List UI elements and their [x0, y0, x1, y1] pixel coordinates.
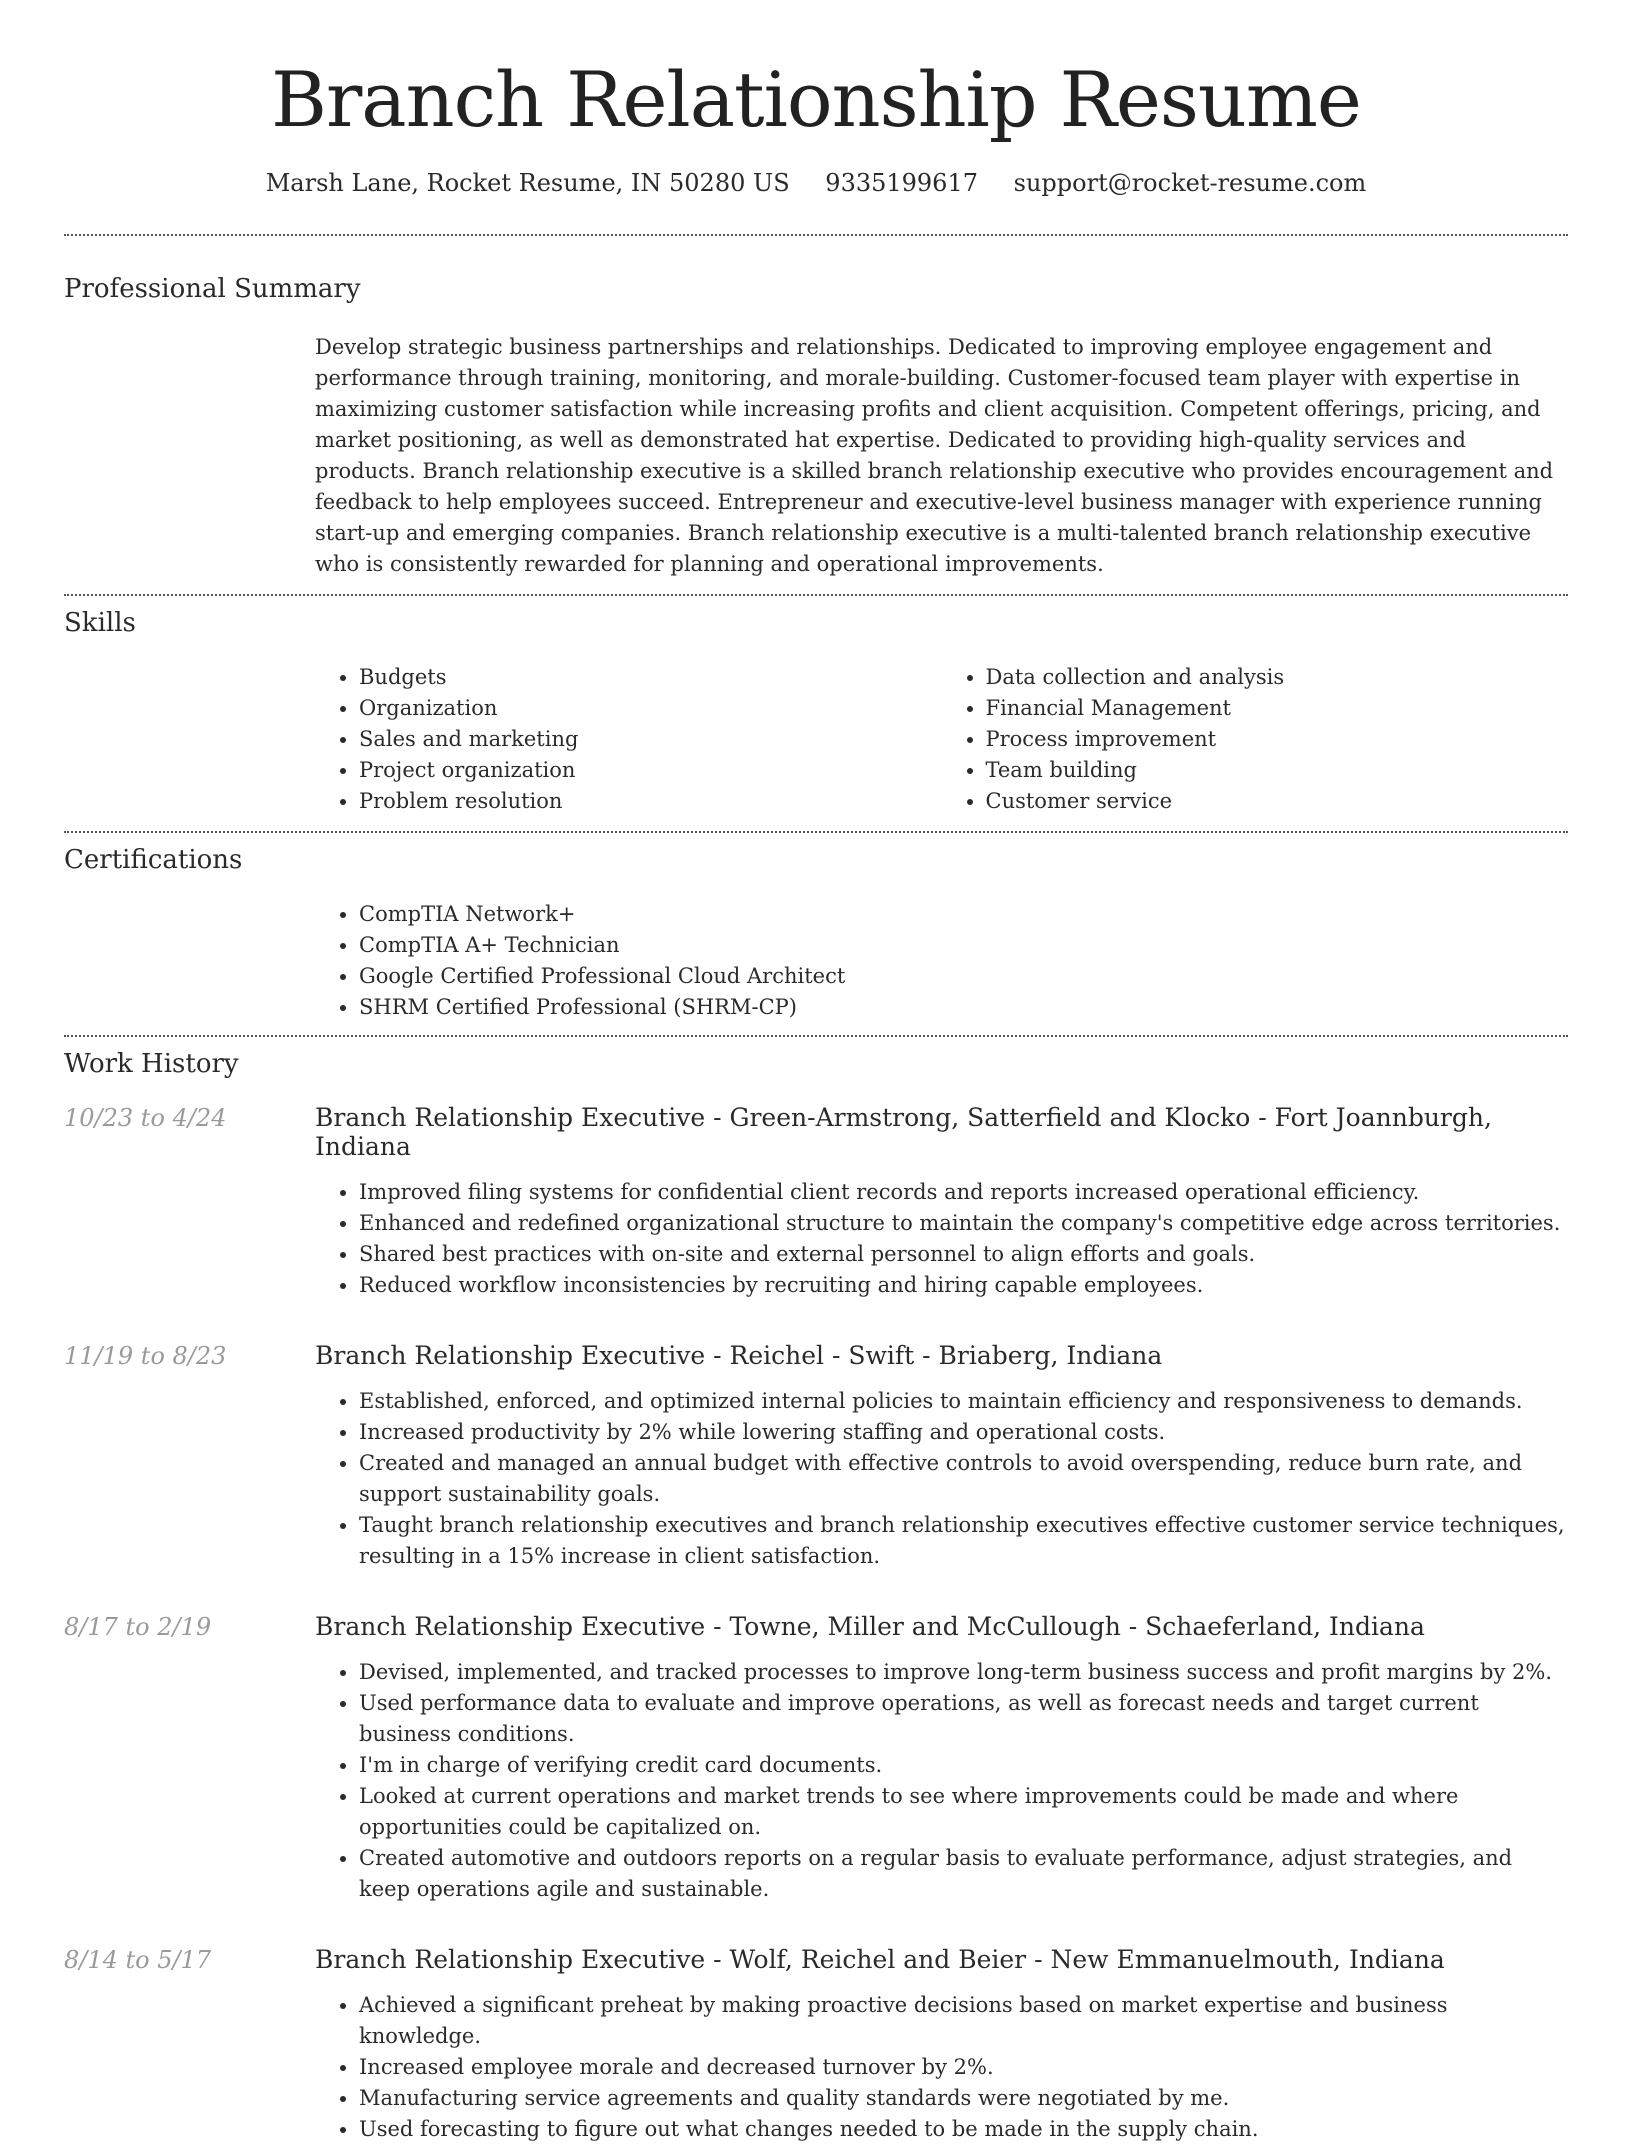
certifications-list: [315, 899, 1568, 1023]
summary-text: Develop strategic business partnerships and relationships. Dedicated to improving employee engagement and performance through training, monitoring, and morale-building. Customer-focused team player with expertise in maximizing customer satisfaction while increasing profits and client acquisition. Competent offerings, pricing, and market positioning, as well as demonstrated hat expertise. Dedicated to providing high-quality services and products. Branch relationship executive is a skilled branch relationship executive who provides encouragement and feedback to help employees succeed. Entrepreneur and executive-level business manager with experience running start-up and emerging companies. Branch relationship executive is a multi-talented branch relationship executive who is consistently rewarded for planning and operational improvements.: [315, 335, 1554, 576]
list-item: • Established, enforced, and optimized internal policies to maintain efficiency and responsiveness to demands.: [359, 1386, 1568, 1417]
list-item: • Used forecasting to figure out what changes needed to be made in the supply chain.: [359, 2114, 1568, 2145]
job-entry: [64, 1103, 1568, 1301]
contact-line: [64, 166, 1568, 200]
list-item: • SHRM Certified Professional (SHRM-CP): [359, 992, 1568, 1023]
job-bullets: [315, 1641, 1568, 1905]
skills-list-left: [315, 662, 942, 817]
list-item: • Increased productivity by 2% while lowering staffing and operational costs.: [359, 1417, 1568, 1448]
list-item: • Customer service: [986, 786, 1569, 817]
list-item: • CompTIA A+ Technician: [359, 930, 1568, 961]
list-item: • Used performance data to evaluate and improve operations, as well as forecast needs and target current business conditions.: [359, 1688, 1568, 1750]
list-item: • Process improvement: [986, 724, 1569, 755]
list-item: • Created automotive and outdoors reports on a regular basis to evaluate performance, adjust strategies, and keep operations agile and sustainable.: [359, 1843, 1568, 1905]
job-entry: [64, 1945, 1568, 2145]
list-item: • Budgets: [359, 662, 942, 693]
job-bullets: [315, 1974, 1568, 2145]
skills-section: [64, 596, 1568, 831]
list-item: • Manufacturing service agreements and quality standards were negotiated by me.: [359, 2083, 1568, 2114]
job-dates: 10/23 to 4/24: [64, 1104, 227, 1132]
job-dates: 8/14 to 5/17: [64, 1946, 212, 1974]
skills-list-right: [942, 662, 1569, 817]
job-bullets: [315, 1370, 1568, 1572]
list-item: • I'm in charge of verifying credit card documents.: [359, 1750, 1568, 1781]
resume-title: Branch Relationship Resume: [271, 55, 1361, 144]
contact-phone: 9335199617: [825, 169, 978, 197]
skills-grid: [315, 640, 1568, 831]
list-item: • Data collection and analysis: [986, 662, 1569, 693]
list-item: • Project organization: [359, 755, 942, 786]
list-item: • Financial Management: [986, 693, 1569, 724]
list-item: • Devised, implemented, and tracked processes to improve long-term business success and profit margins by 2%.: [359, 1657, 1568, 1688]
contact-address: Marsh Lane, Rocket Resume, IN 50280 US: [265, 169, 790, 197]
list-item: • Increased employee morale and decreased turnover by 2%.: [359, 2052, 1568, 2083]
job-title: Branch Relationship Executive - Towne, Miller and McCullough - Schaeferland, Indiana: [315, 1612, 1425, 1641]
list-item: • Google Certified Professional Cloud Architect: [359, 961, 1568, 992]
job-title: Branch Relationship Executive - Wolf, Reichel and Beier - New Emmanuelmouth, Indiana: [315, 1945, 1445, 1974]
summary-heading: Professional Summary: [64, 274, 361, 304]
list-item: • Looked at current operations and market trends to see where improvements could be made and where opportunities could be capitalized on.: [359, 1781, 1568, 1843]
list-item: • Team building: [986, 755, 1569, 786]
list-item: • CompTIA Network+: [359, 899, 1568, 930]
skills-heading: Skills: [64, 608, 136, 638]
list-item: • Taught branch relationship executives and branch relationship executives effective customer service techniques, resulting in a 15% increase in client satisfaction.: [359, 1510, 1568, 1572]
list-item: • Shared best practices with on-site and external personnel to align efforts and goals.: [359, 1239, 1568, 1270]
work-section: [64, 1037, 1568, 2145]
job-title: Branch Relationship Executive - Reichel - Swift - Briaberg, Indiana: [315, 1341, 1163, 1370]
job-dates: 11/19 to 8/23: [64, 1342, 227, 1370]
job-bullets: [315, 1161, 1568, 1301]
list-item: • Created and managed an annual budget with effective controls to avoid overspending, reduce burn rate, and support sustainability goals.: [359, 1448, 1568, 1510]
summary-section: [64, 236, 1568, 594]
job-title: Branch Relationship Executive - Green-Armstrong, Satterfield and Klocko - Fort Joannburgh, Indiana: [315, 1103, 1492, 1161]
contact-email: support@rocket-resume.com: [1013, 169, 1367, 197]
list-item: • Organization: [359, 693, 942, 724]
job-dates: 8/17 to 2/19: [64, 1613, 212, 1641]
job-entry: [64, 1612, 1568, 1905]
list-item: • Achieved a significant preheat by making proactive decisions based on market expertise and business knowledge.: [359, 1990, 1568, 2052]
list-item: • Sales and marketing: [359, 724, 942, 755]
certifications-section: [64, 833, 1568, 1035]
list-item: • Improved filing systems for confidential client records and reports increased operational efficiency.: [359, 1177, 1568, 1208]
work-heading: Work History: [64, 1049, 239, 1079]
list-item: • Reduced workflow inconsistencies by recruiting and hiring capable employees.: [359, 1270, 1568, 1301]
list-item: • Problem resolution: [359, 786, 942, 817]
certifications-heading: Certifications: [64, 845, 243, 875]
job-entry: [64, 1341, 1568, 1572]
list-item: • Enhanced and redefined organizational structure to maintain the company's competitive edge across territories.: [359, 1208, 1568, 1239]
